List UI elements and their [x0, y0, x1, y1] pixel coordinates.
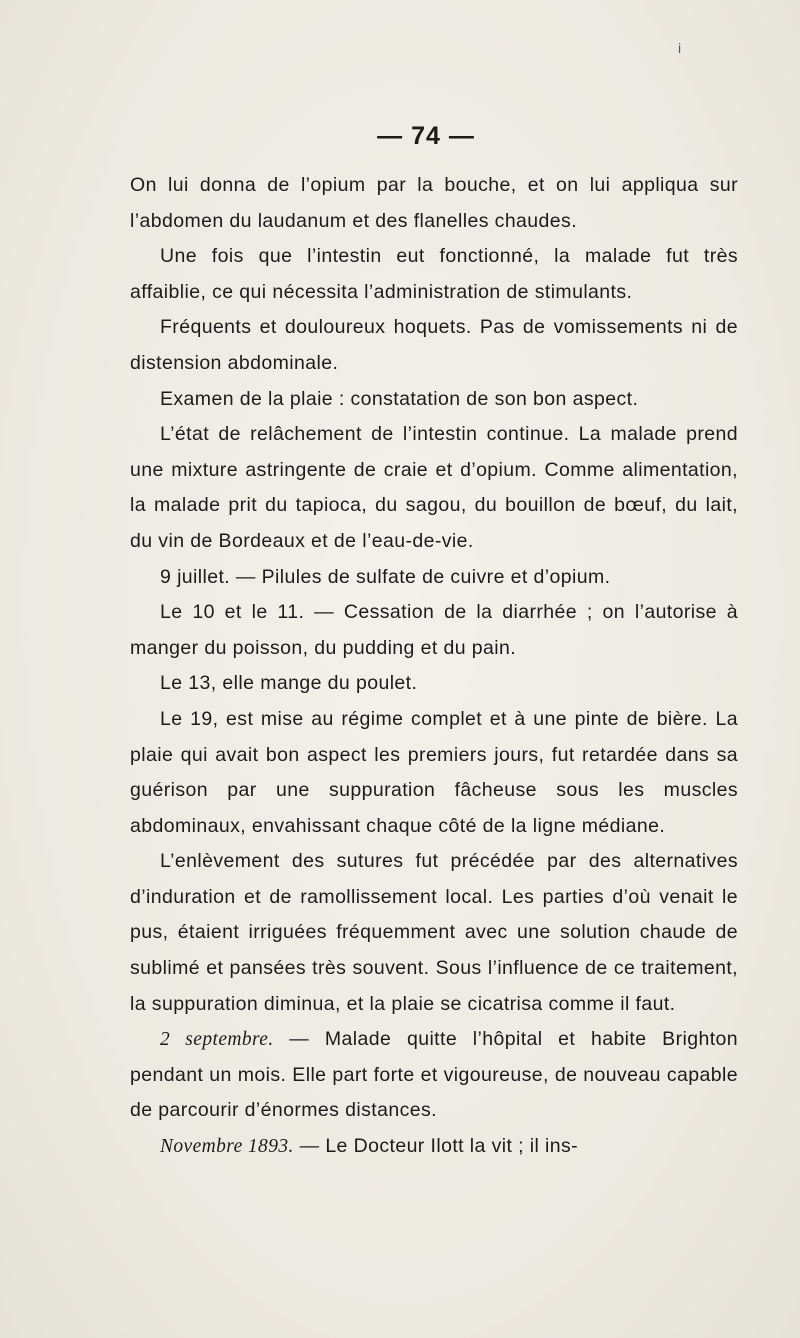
entry-text: — Le Docteur Ilott la vit ; il ins- — [293, 1135, 579, 1158]
paragraph: 9 juillet. — Pilules de sulfate de cuivre et d’opium. — [160, 565, 611, 588]
paragraph: Fréquents et douloureux hoquets. Pas de vomissements ni de distension abdominale. — [130, 316, 738, 374]
entry-date: 2 septembre. — [160, 1029, 274, 1051]
paragraph — [130, 1129, 738, 1165]
entry-date: Novembre 1893. — [160, 1136, 294, 1158]
paragraph: Le 13, elle mange du poulet. — [160, 672, 418, 695]
paragraph: Une fois que l’intestin eut fonctionné, la malade fut très affaiblie, ce qui nécessita l’administration de stimulants. — [130, 245, 738, 303]
body-text — [130, 168, 738, 1165]
paragraph — [130, 1022, 738, 1129]
page-number: — 74 — — [377, 122, 475, 150]
margin-mark: i — [678, 40, 682, 56]
paragraph: L’état de relâchement de l’intestin continue. La malade prend une mixture astringente de craie et d’opium. Comme alimentation, la malade prit du tapioca, du sagou, du bouillon de bœuf, du lait, du vin de Bordeaux et de l’eau-de-vie. — [130, 423, 738, 552]
paragraph: Le 19, est mise au régime complet et à une pinte de bière. La plaie qui avait bon aspect les premiers jours, fut retardée dans sa guérison par une suppuration fâcheuse sous les muscles abdominaux, envahissant chaque côté de la ligne médiane. — [130, 707, 738, 837]
paragraph: Examen de la plaie : constatation de son bon aspect. — [160, 387, 639, 410]
paragraph: L’enlèvement des sutures fut précédée par des alternatives d’induration et de ramollissement local. Les parties d’où venait le pus, étaient irriguées fréquemment avec une solution chaude de sublimé et pansées très souvent. Sous l’influence de ce traitement, la suppuration diminua, et la plaie se cicatrisa comme il faut. — [130, 850, 738, 1015]
entry-text: — Malade quitte l’hôpital et habite Brighton pendant un mois. Elle part forte et vigoureuse, de nouveau capable de parcourir d’énormes distances. — [130, 1028, 739, 1122]
paragraph: Le 10 et le 11. — Cessation de la diarrhée ; on l’autorise à manger du poisson, du pudding et du pain. — [130, 601, 738, 659]
paragraph: On lui donna de l’opium par la bouche, et on lui appliqua sur l’abdomen du laudanum et des flanelles chaudes. — [130, 174, 738, 232]
